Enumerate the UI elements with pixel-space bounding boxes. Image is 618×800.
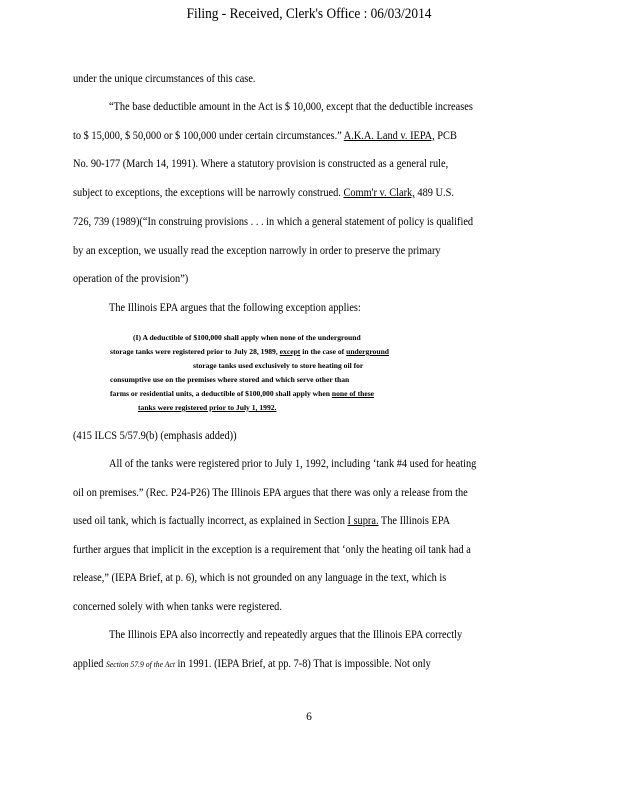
text-line: further argues that implicit in the exception is a requirement that ‘only the heating oil tank had a <box>73 544 471 556</box>
text-line: oil on premises.” (Rec. P24-P26) The Illinois EPA argues that there was only a release from the <box>73 487 468 499</box>
quote-line: (I) A deductible of $100,000 shall apply when none of the underground <box>133 333 361 342</box>
text-line: (415 ILCS 5/57.9(b) (emphasis added)) <box>73 430 237 442</box>
text-line: release,” (IEPA Brief, at p. 6), which is not grounded on any language in the text, which is <box>73 572 447 584</box>
text-line: All of the tanks were registered prior to July 1, 1992, including ‘tank #4 used for heating <box>109 458 477 470</box>
quote-line: consumptive use on the premises where stored and which serve other than <box>110 375 350 384</box>
text-line: No. 90-177 (March 14, 1991). Where a statutory provision is constructed as a general rule, <box>73 158 449 170</box>
text-line: concerned solely with when tanks were registered. <box>73 601 282 613</box>
quote-line: storage tanks were registered prior to July 28, 1989, except in the case of underground <box>110 347 390 356</box>
text-line: operation of the provision”) <box>73 273 189 285</box>
quote-line: tanks were registered prior to July 1, 1992. <box>138 403 277 412</box>
case-citation: Comm'r v. Clark, <box>343 187 415 199</box>
case-citation: A.K.A. Land v. IEPA, <box>343 130 435 142</box>
text-line: “The base deductible amount in the Act is $ 10,000, except that the deductible increases <box>109 101 473 113</box>
filing-header: Filing - Received, Clerk's Office : 06/03/2014 <box>186 6 432 22</box>
text-line: under the unique circumstances of this case. <box>73 73 256 85</box>
text-line-with-italic: applied Section 57.9 of the Act in 1991. (IEPA Brief, at pp. 7-8) That is impossible. Not only <box>73 658 431 670</box>
text-line-with-reference: used oil tank, which is factually incorrect, as explained in Section I supra. The Illinois EPA <box>73 515 451 527</box>
text-line: The Illinois EPA also incorrectly and repeatedly argues that the Illinois EPA correctly <box>109 629 463 641</box>
page-number: 6 <box>306 711 312 723</box>
text-line-with-citation: to $ 15,000, $ 50,000 or $ 100,000 under certain circumstances.” A.K.A. Land v. IEPA, PCB <box>73 130 457 142</box>
quote-line: farms or residential units, a deductible of $100,000 shall apply when none of these <box>110 389 375 398</box>
statute-reference: Section 57.9 of the Act <box>106 659 175 669</box>
text-line: The Illinois EPA argues that the following exception applies: <box>109 302 361 314</box>
text-line: by an exception, we usually read the exception narrowly in order to preserve the primary <box>73 245 441 257</box>
text-line-with-citation: subject to exceptions, the exceptions will be narrowly construed. Comm'r v. Clark, 489 U.S. <box>73 187 454 199</box>
quote-line: storage tanks used exclusively to store heating oil for <box>193 361 364 370</box>
section-reference: I supra. <box>347 515 379 527</box>
text-line: 726, 739 (1989)(“In construing provisions . . . in which a general statement of policy is qualified <box>73 216 474 228</box>
